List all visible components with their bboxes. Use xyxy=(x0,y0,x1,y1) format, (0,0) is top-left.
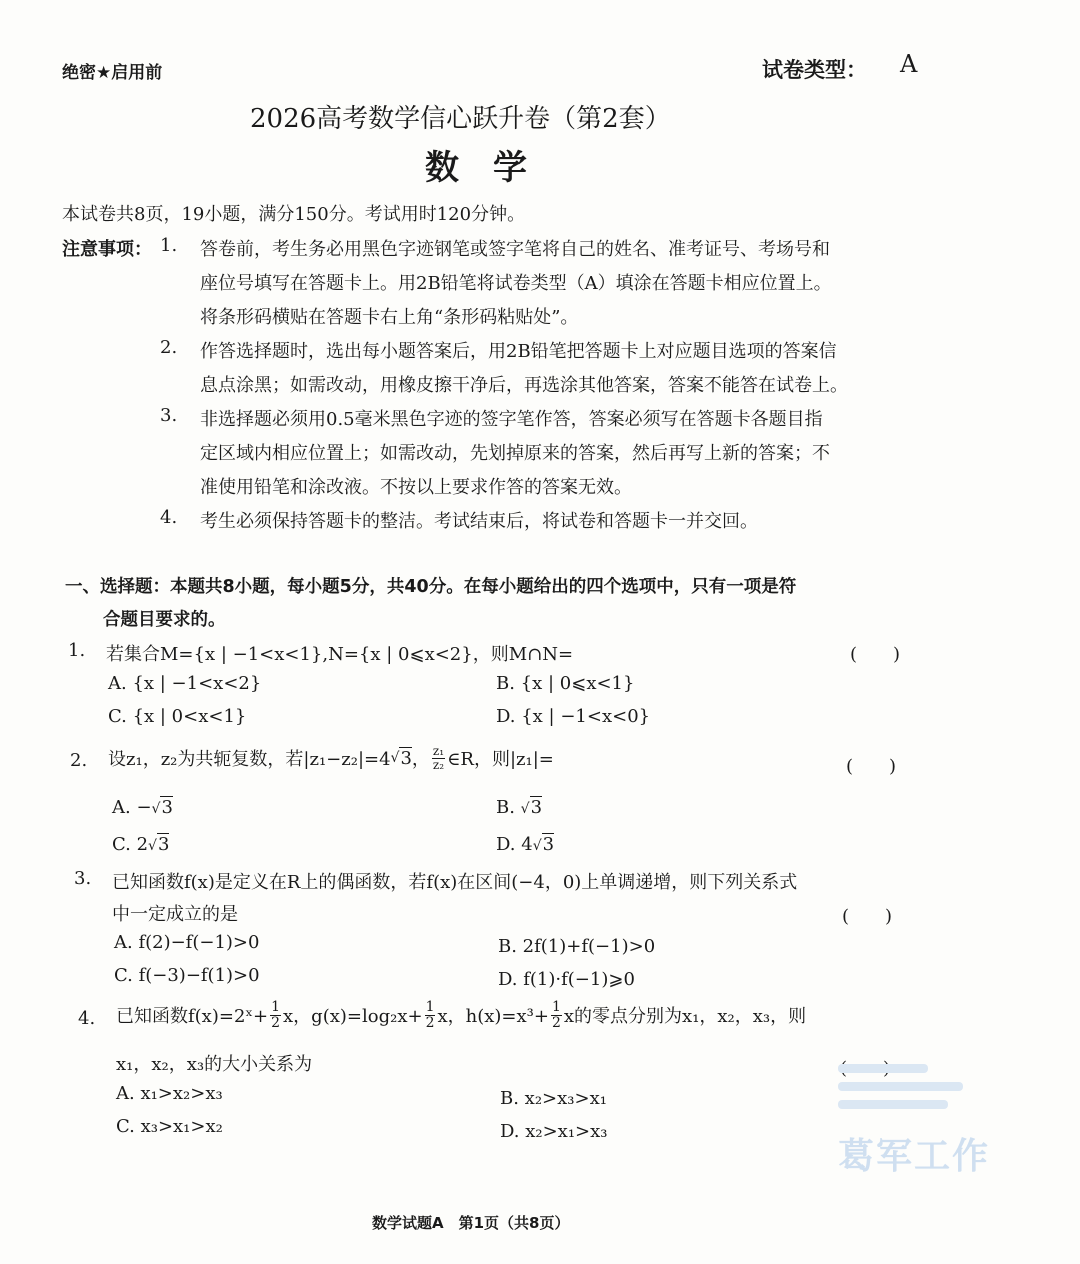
notice-line: 答卷前，考生务必用黑色字迹钢笔或签字笔将自己的姓名、准考证号、考场号和 xyxy=(200,239,830,260)
notice-line: 座位号填写在答题卡上。用2B铅笔将试卷类型（A）填涂在答题卡相应位置上。 xyxy=(200,273,832,294)
option-b: B. √3 xyxy=(496,797,543,818)
notice-line: 息点涂黑；如需改动，用橡皮擦干净后，再选涂其他答案，答案不能答在试卷上。 xyxy=(200,375,848,396)
fraction-denominator: 2 xyxy=(425,1014,435,1031)
option-c: C. {x | 0<x<1} xyxy=(108,706,247,727)
fraction-denominator: 2 xyxy=(271,1014,281,1031)
option-d: D. x₂>x₁>x₃ xyxy=(500,1121,608,1142)
question-stem xyxy=(116,1000,806,1030)
option-d: D. {x | −1<x<0} xyxy=(496,706,651,727)
question-stem: 设z₁，z₂为共轭复数，若|z₁−z₂|=4 √ 3 ， $\frac{\text{z₁}}{\text{z₂}}$ ∈R，则|z₁|= xyxy=(108,744,554,772)
fraction-half xyxy=(551,1000,562,1030)
question-stem-cont: 中一定成立的是 xyxy=(112,904,238,925)
watermark-logo-icon xyxy=(838,1060,968,1120)
option-a: A. x₁>x₂>x₃ xyxy=(116,1083,223,1104)
notice-line: 将条形码横贴在答题卡右上角“条形码粘贴处”。 xyxy=(200,307,579,328)
question-stem-cont: x₁，x₂，x₃的大小关系为 xyxy=(116,1054,313,1075)
question-stem: 若集合M={x | −1<x<1},N={x | 0⩽x<2}，则M∩N= xyxy=(106,644,574,665)
option-b: B. 2f(1)+f(−1)>0 xyxy=(498,936,656,957)
stem-part: x，h(x)=x³+ xyxy=(437,1006,549,1028)
question-number: 2. xyxy=(70,750,88,771)
option-c: C. 2√3 xyxy=(112,834,170,855)
question-stem: 已知函数f(x)是定义在R上的偶函数，若f(x)在区间(−4，0)上单调递增，则下列关系式 xyxy=(112,872,798,893)
notice-label: 注意事项： xyxy=(62,239,152,260)
answer-blank: ( ) xyxy=(850,644,901,665)
question-number: 1. xyxy=(68,640,86,661)
page-footer: 数学试题A 第1页（共8页） xyxy=(372,1214,570,1232)
notice-num: 4. xyxy=(160,507,178,528)
section-heading: 一、选择题：本题共8小题，每小题5分，共40分。在每小题给出的四个选项中，只有一项是符 xyxy=(65,577,797,597)
option-a: A. {x | −1<x<2} xyxy=(108,673,262,694)
notice-num: 1. xyxy=(160,235,178,256)
option-c: C. f(−3)−f(1)>0 xyxy=(114,965,260,986)
stem-part: 设z₁，z₂为共轭复数，若|z₁−z₂|=4 xyxy=(108,749,391,771)
fraction-half xyxy=(425,1000,436,1030)
paper-type-value: A xyxy=(900,50,918,78)
stem-part: x，g(x)=log₂x+ xyxy=(283,1006,423,1028)
sqrt-radicand: 3 xyxy=(400,748,412,770)
question-number: 3. xyxy=(74,868,92,889)
option-label: A. − xyxy=(112,797,152,818)
notice-num: 3. xyxy=(160,405,178,426)
sqrt-radicand: 3 xyxy=(161,797,173,818)
fraction-numerator: 1 xyxy=(551,999,561,1015)
sqrt-radicand: 3 xyxy=(157,834,170,855)
sqrt-radicand: 3 xyxy=(530,797,543,818)
confidential-label: 绝密★启用前 xyxy=(62,63,163,83)
sqrt-radicand: 3 xyxy=(542,834,555,855)
stem-part: ， xyxy=(411,749,430,771)
fraction-numerator: 1 xyxy=(425,999,435,1015)
fraction-numerator: z₁ xyxy=(432,744,445,758)
option-d: D. 4√3 xyxy=(496,834,555,855)
option-label: D. 4 xyxy=(496,834,533,855)
answer-blank: ( ) xyxy=(842,906,893,927)
option-label: C. 2 xyxy=(112,834,149,855)
fraction xyxy=(432,745,445,771)
stem-part: ∈R，则|z₁|= xyxy=(447,749,554,771)
exam-title: 2026高考数学信心跃升卷（第2套） xyxy=(250,104,671,134)
notice-line: 准使用铅笔和涂改液。不按以上要求作答的答案无效。 xyxy=(200,477,632,498)
option-a: A. −√3 xyxy=(112,797,173,818)
fraction-half xyxy=(270,1000,281,1030)
option-b: B. {x | 0⩽x<1} xyxy=(496,673,635,694)
question-number: 4. xyxy=(78,1008,96,1029)
fraction-numerator: 1 xyxy=(271,999,281,1015)
fraction-denominator: 2 xyxy=(551,1014,561,1031)
watermark-text: 葛军工作 xyxy=(838,1136,991,1177)
notice-line: 作答选择题时，选出每小题答案后，用2B铅笔把答题卡上对应题目选项的答案信 xyxy=(200,341,837,362)
option-label: B. xyxy=(496,797,521,818)
option-a: A. f(2)−f(−1)>0 xyxy=(114,932,260,953)
subject-title: 数 学 xyxy=(425,148,527,188)
notice-line: 非选择题必须用0.5毫米黑色字迹的签字笔作答，答案必须写在答题卡各题目指 xyxy=(200,409,823,430)
stem-part: 已知函数f(x)=2ˣ+ xyxy=(116,1006,269,1028)
option-b: B. x₂>x₃>x₁ xyxy=(500,1088,607,1109)
option-d: D. f(1)·f(−1)⩾0 xyxy=(498,969,635,990)
answer-blank: ( ) xyxy=(846,756,897,777)
option-c: C. x₃>x₁>x₂ xyxy=(116,1116,223,1137)
notice-num: 2. xyxy=(160,337,178,358)
fraction-denominator: z₂ xyxy=(432,757,445,772)
intro-text: 本试卷共8页，19小题，满分150分。考试用时120分钟。 xyxy=(62,204,526,225)
section-heading-cont: 合题目要求的。 xyxy=(103,610,226,630)
paper-type-label: 试卷类型： xyxy=(762,58,867,82)
stem-part: x的零点分别为x₁，x₂，x₃，则 xyxy=(563,1006,807,1028)
notice-line: 定区域内相应位置上；如需改动，先划掉原来的答案，然后再写上新的答案；不 xyxy=(200,443,830,464)
notice-line: 考生必须保持答题卡的整洁。考试结束后，将试卷和答题卡一并交回。 xyxy=(200,511,758,532)
